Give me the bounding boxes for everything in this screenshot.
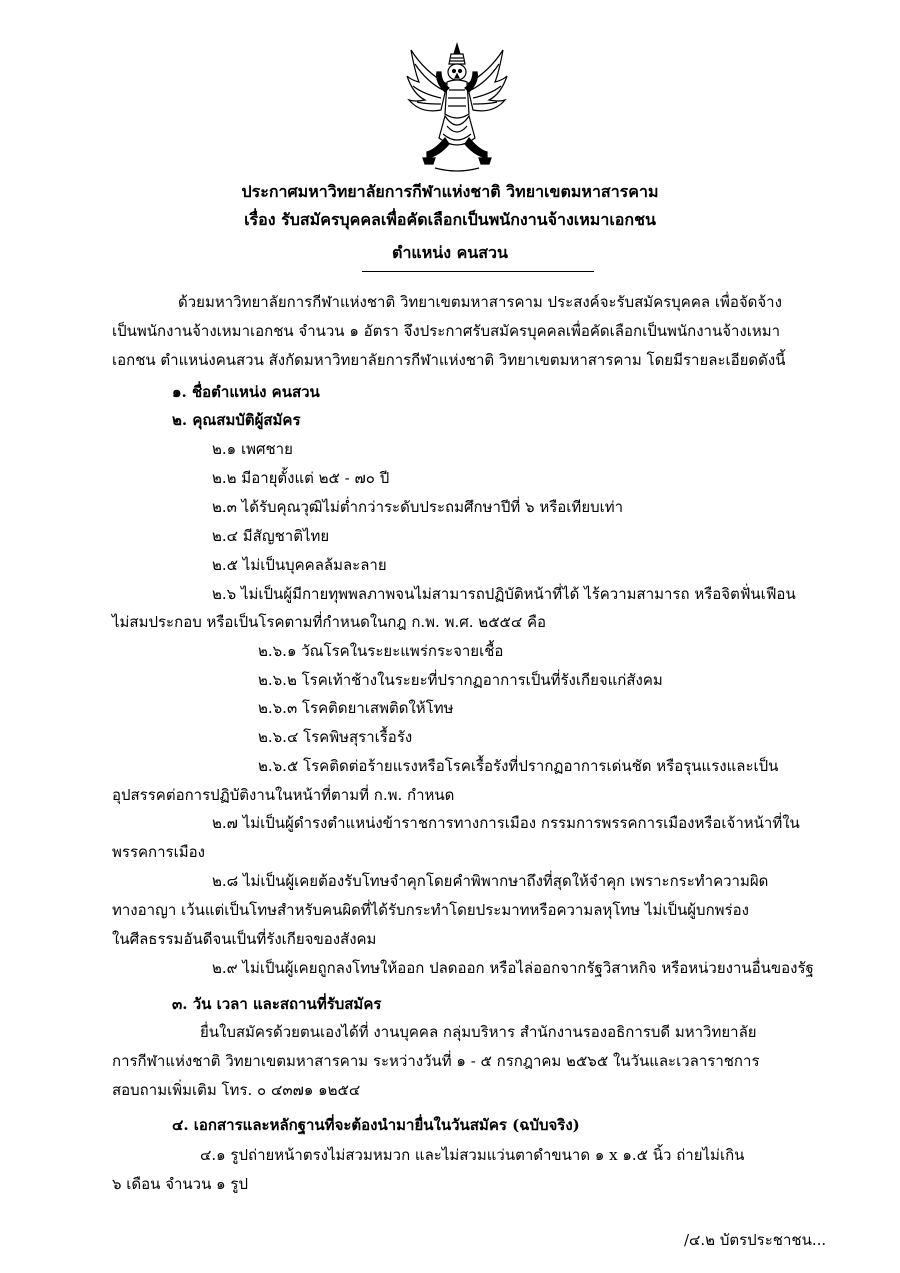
list-item: ๒.๔ มีสัญชาติไทย <box>212 527 330 545</box>
announcement-subject: เรื่อง รับสมัครบุคคลเพื่อคัดเลือกเป็นพนักงานจ้างเหมาเอกชน <box>244 210 656 229</box>
title-divider <box>362 271 594 272</box>
section-heading: ๓. วัน เวลา และสถานที่รับสมัคร <box>172 995 382 1013</box>
paragraph-line: ยื่นใบสมัครด้วยตนเองได้ที่ งานบุคคล กลุ่มบริหาร สำนักงานรองอธิการบดี มหาวิทยาลัย <box>200 1023 757 1041</box>
sub-list-item: ๒.๖.๔ โรคพิษสุราเรื้อรัง <box>258 728 413 746</box>
section-heading: ๔. เอกสารและหลักฐานที่จะต้องนำมายื่นในวันสมัคร (ฉบับจริง) <box>172 1116 580 1134</box>
intro-line: เป็นพนักงานจ้างเหมาเอกชน จำนวน ๑ อัตรา จึงประกาศรับสมัครบุคคลเพื่อคัดเลือกเป็นพนักงานจ้างเหมา <box>112 322 781 340</box>
position-title: ตำแหน่ง คนสวน <box>392 243 508 262</box>
list-item-continuation: พรรคการเมือง <box>112 843 205 861</box>
intro-line: เอกชน ตำแหน่งคนสวน สังกัดมหาวิทยาลัยการกีฬาแห่งชาติ วิทยาเขตมหาสารคาม โดยมีรายละเอียดดังนี้ <box>112 351 786 369</box>
list-item-continuation: ไม่สมประกอบ หรือเป็นโรคตามที่กำหนดในกฎ ก.พ. พ.ศ. ๒๕๕๔ คือ <box>112 613 547 631</box>
list-item-continuation: ในศีลธรรมอันดีจนเป็นที่รังเกียจของสังคม <box>112 930 377 948</box>
list-item: ๒.๕ ไม่เป็นบุคคลล้มละลาย <box>212 556 387 574</box>
announcement-title: ประกาศมหาวิทยาลัยการกีฬาแห่งชาติ วิทยาเขตมหาสารคาม <box>241 182 659 201</box>
list-item: ๒.๘ ไม่เป็นผู้เคยต้องรับโทษจำคุกโดยคำพิพากษาถึงที่สุดให้จำคุก เพราะกระทำความผิด <box>212 872 769 890</box>
garuda-emblem-icon <box>405 42 509 174</box>
sub-list-item: ๒.๖.๓ โรคติดยาเสพติดให้โทษ <box>258 699 454 717</box>
page-continuation-note: /๔.๒ บัตรประชาชน... <box>684 1231 827 1249</box>
list-item: ๒.๙ ไม่เป็นผู้เคยถูกลงโทษให้ออก ปลดออก หรือไล่ออกจากรัฐวิสาหกิจ หรือหน่วยงานอื่นของรัฐ <box>212 959 814 977</box>
list-item-continuation: ทางอาญา เว้นแต่เป็นโทษสำหรับคนผิดที่ได้รับกระทำโดยประมาทหรือความลหุโทษ ไม่เป็นผู้บกพร่อง <box>112 901 749 919</box>
paragraph-line: สอบถามเพิ่มเติม โทร. ๐ ๔๓๗๑ ๑๒๕๔ <box>112 1081 361 1099</box>
list-item: ๒.๗ ไม่เป็นผู้ดำรงตำแหน่งข้าราชการทางการเมือง กรรมการพรรคการเมืองหรือเจ้าหน้าที่ใน <box>212 814 800 832</box>
sub-list-item: ๒.๖.๒ โรคเท้าช้างในระยะที่ปรากฏอาการเป็นที่รังเกียจแก่สังคม <box>258 671 663 689</box>
section-heading: ๑. ชื่อตำแหน่ง คนสวน <box>172 383 320 401</box>
paragraph-line: ๖ เดือน จำนวน ๑ รูป <box>112 1175 248 1193</box>
list-item-continuation: อุปสรรคต่อการปฏิบัติงานในหน้าที่ตามที่ ก.พ. กำหนด <box>112 786 455 804</box>
paragraph-line: ๔.๑ รูปถ่ายหน้าตรงไม่สวมหมวก และไม่สวมแว่นตาดำขนาด ๑ x ๑.๕ นิ้ว ถ่ายไม่เกิน <box>200 1146 745 1164</box>
sub-list-item: ๒.๖.๕ โรคติดต่อร้ายแรงหรือโรคเรื้อรังที่ปรากฏอาการเด่นชัด หรือรุนแรงและเป็น <box>258 757 779 775</box>
list-item: ๒.๑ เพศชาย <box>212 440 293 458</box>
paragraph-line: การกีฬาแห่งชาติ วิทยาเขตมหาสารคาม ระหว่างวันที่ ๑ - ๕ กรกฎาคม ๒๕๖๕ ในวันและเวลาราชการ <box>112 1052 760 1070</box>
list-item: ๒.๓ ได้รับคุณวุฒิไม่ต่ำกว่าระดับประถมศึกษาปีที่ ๖ หรือเทียบเท่า <box>212 498 624 516</box>
sub-list-item: ๒.๖.๑ วัณโรคในระยะแพร่กระจายเชื้อ <box>258 642 504 660</box>
list-item: ๒.๖ ไม่เป็นผู้มีกายทุพพลภาพจนไม่สามารถปฏิบัติหน้าที่ได้ ไร้ความสามารถ หรือจิตฟั่นเฟือน <box>212 585 796 603</box>
section-heading: ๒. คุณสมบัติผู้สมัคร <box>172 411 301 429</box>
list-item: ๒.๒ มีอายุตั้งแต่ ๒๕ - ๗๐ ปี <box>212 469 390 487</box>
intro-line: ด้วยมหาวิทยาลัยการกีฬาแห่งชาติ วิทยาเขตมหาสารคาม ประสงค์จะรับสมัครบุคคล เพื่อจัดจ้าง <box>178 293 782 311</box>
